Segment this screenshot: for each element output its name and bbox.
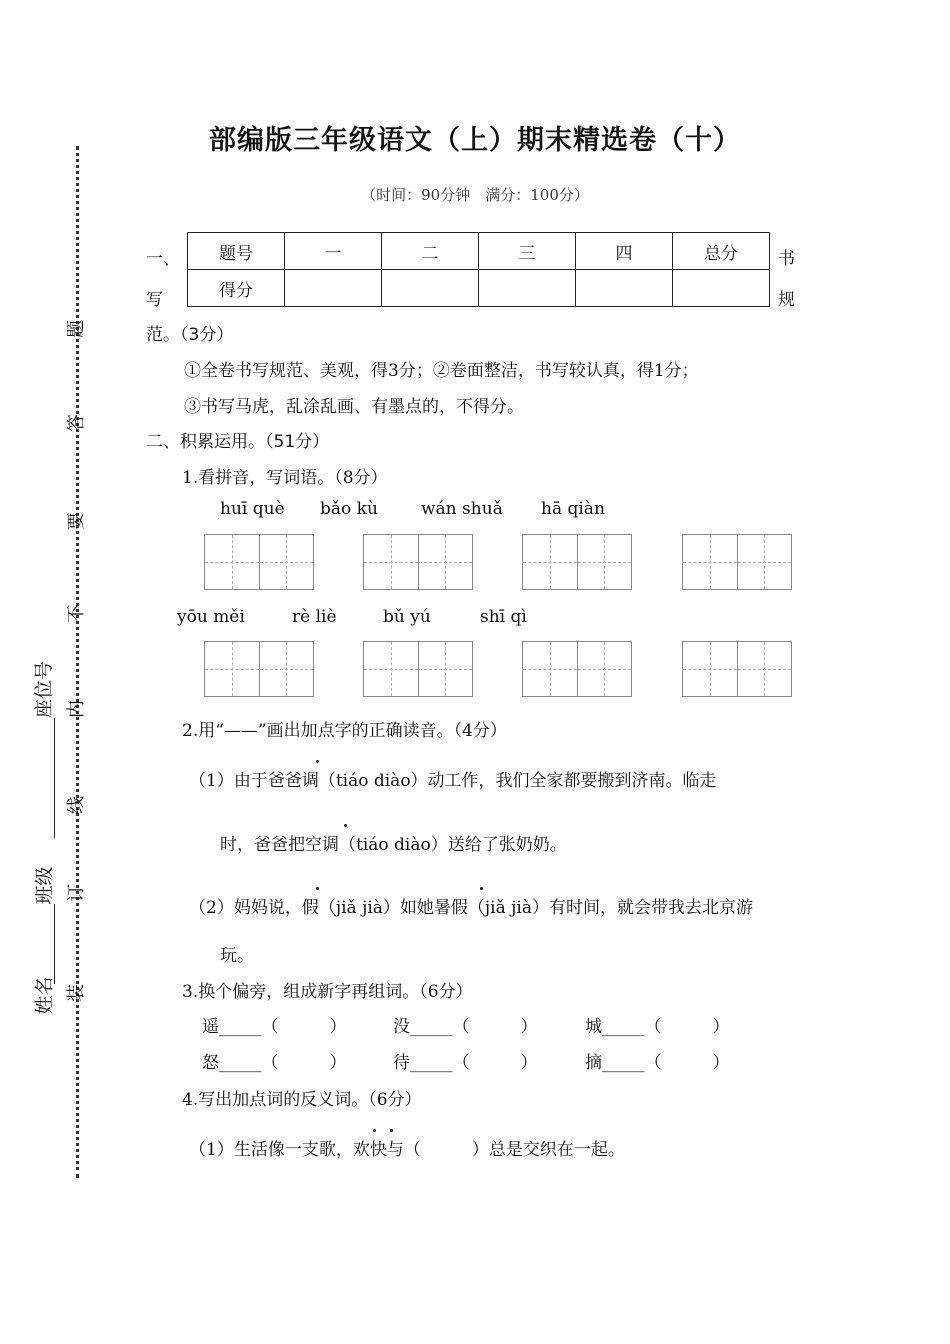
score-row-label: 得分 [188, 270, 285, 307]
seal-char: 题 [66, 320, 87, 338]
pinyin-4: hā qiàn [541, 499, 605, 519]
score-header-cell: 三 [479, 233, 576, 270]
q4-part1: （1）生活像一支歌，欢快与（ ）总是交织在一起。 [189, 1140, 625, 1160]
score-header-cell: 总分 [673, 233, 770, 270]
seal-char: 要 [66, 512, 87, 530]
section1-suffix: 书 [778, 249, 795, 269]
q3-item[interactable]: 摘_____（ ） [585, 1053, 730, 1073]
pinyin-3: wán shuǎ [421, 499, 503, 519]
q2-part1-line2: 时，爸爸把空调（tiáo diào）送给了张奶奶。 [220, 835, 567, 855]
emphasis-dot [373, 1129, 376, 1132]
score-header-cell: 四 [576, 233, 673, 270]
pinyin-7: bǔ yú [383, 607, 431, 627]
pinyin-8: shī qì [480, 607, 527, 627]
score-input-cell[interactable] [479, 270, 576, 307]
seal-char: 内 [66, 700, 87, 718]
q1-title: 1.看拼音，写词语。（8分） [182, 468, 388, 488]
score-table [187, 232, 770, 307]
section1-score: 范。（3分） [146, 325, 234, 345]
exam-info: （时间：90分钟 满分：100分） [361, 186, 589, 204]
q4-title: 4.写出加点词的反义词。（6分） [182, 1090, 422, 1110]
name-label: 姓名 [33, 976, 56, 1015]
writing-grid[interactable] [204, 641, 314, 697]
emphasis-dot [390, 1129, 393, 1132]
score-input-cell[interactable] [285, 270, 382, 307]
q3-item[interactable]: 待_____（ ） [393, 1053, 538, 1073]
emphasis-dot [344, 824, 347, 827]
section1-suffix-2: 规 [778, 290, 795, 310]
score-header-cell: 二 [382, 233, 479, 270]
seat-number-label: 座位号 [33, 660, 56, 719]
q2-part1-line1: （1）由于爸爸调（tiáo diào）动工作，我们全家都要搬到济南。临走 [189, 771, 717, 791]
writing-grid[interactable] [522, 534, 632, 590]
writing-grid[interactable] [363, 534, 473, 590]
score-input-cell[interactable] [576, 270, 673, 307]
seal-char: 订 [66, 884, 87, 902]
seat-number-line [54, 718, 55, 838]
writing-grid[interactable] [682, 641, 792, 697]
section1-prefix: 一、 [146, 249, 180, 269]
section1-prefix-2: 写 [146, 290, 163, 310]
class-label: 班级 [33, 866, 56, 905]
score-input-cell[interactable] [382, 270, 479, 307]
score-input-cell[interactable] [673, 270, 770, 307]
q2-part2-line1: （2）妈妈说，假（jiǎ jià）如她暑假（jiǎ jià）有时间，就会带我去北京游 [189, 898, 753, 918]
pinyin-1: huī què [220, 499, 285, 519]
section1-rule-1: ①全卷书写规范、美观，得3分；②卷面整洁，书写较认真，得1分； [184, 361, 699, 381]
emphasis-dot [480, 887, 483, 890]
pinyin-6: rè liè [292, 607, 337, 627]
seal-char: 答 [66, 414, 87, 432]
emphasis-dot [316, 760, 319, 763]
writing-grid[interactable] [363, 641, 473, 697]
q3-item[interactable]: 城_____（ ） [585, 1017, 730, 1037]
seal-char: 不 [66, 605, 87, 623]
class-line [54, 904, 55, 984]
pinyin-5: yōu měi [177, 607, 245, 627]
pinyin-2: bǎo kù [320, 499, 378, 519]
writing-grid[interactable] [682, 534, 792, 590]
page-title: 部编版三年级语文（上）期末精选卷（十） [209, 125, 741, 156]
q3-item[interactable]: 没_____（ ） [393, 1017, 538, 1037]
q2-part2-line2: 玩。 [220, 946, 254, 966]
section1-rule-2: ③书写马虎，乱涂乱画、有墨点的，不得分。 [184, 397, 524, 417]
binding-dotted-line [76, 146, 79, 1178]
writing-grid[interactable] [204, 534, 314, 590]
q3-item[interactable]: 怒_____（ ） [202, 1053, 347, 1073]
section2-heading: 二、积累运用。（51分） [146, 432, 330, 452]
score-header-cell: 题号 [188, 233, 285, 270]
q3-item[interactable]: 遥_____（ ） [202, 1017, 347, 1037]
emphasis-dot [316, 887, 319, 890]
seal-char: 线 [66, 796, 87, 814]
q2-title: 2.用“——”画出加点字的正确读音。（4分） [182, 721, 507, 741]
seal-char: 装 [66, 984, 87, 1002]
writing-grid[interactable] [522, 641, 632, 697]
q3-title: 3.换个偏旁，组成新字再组词。（6分） [182, 982, 473, 1002]
score-header-cell: 一 [285, 233, 382, 270]
